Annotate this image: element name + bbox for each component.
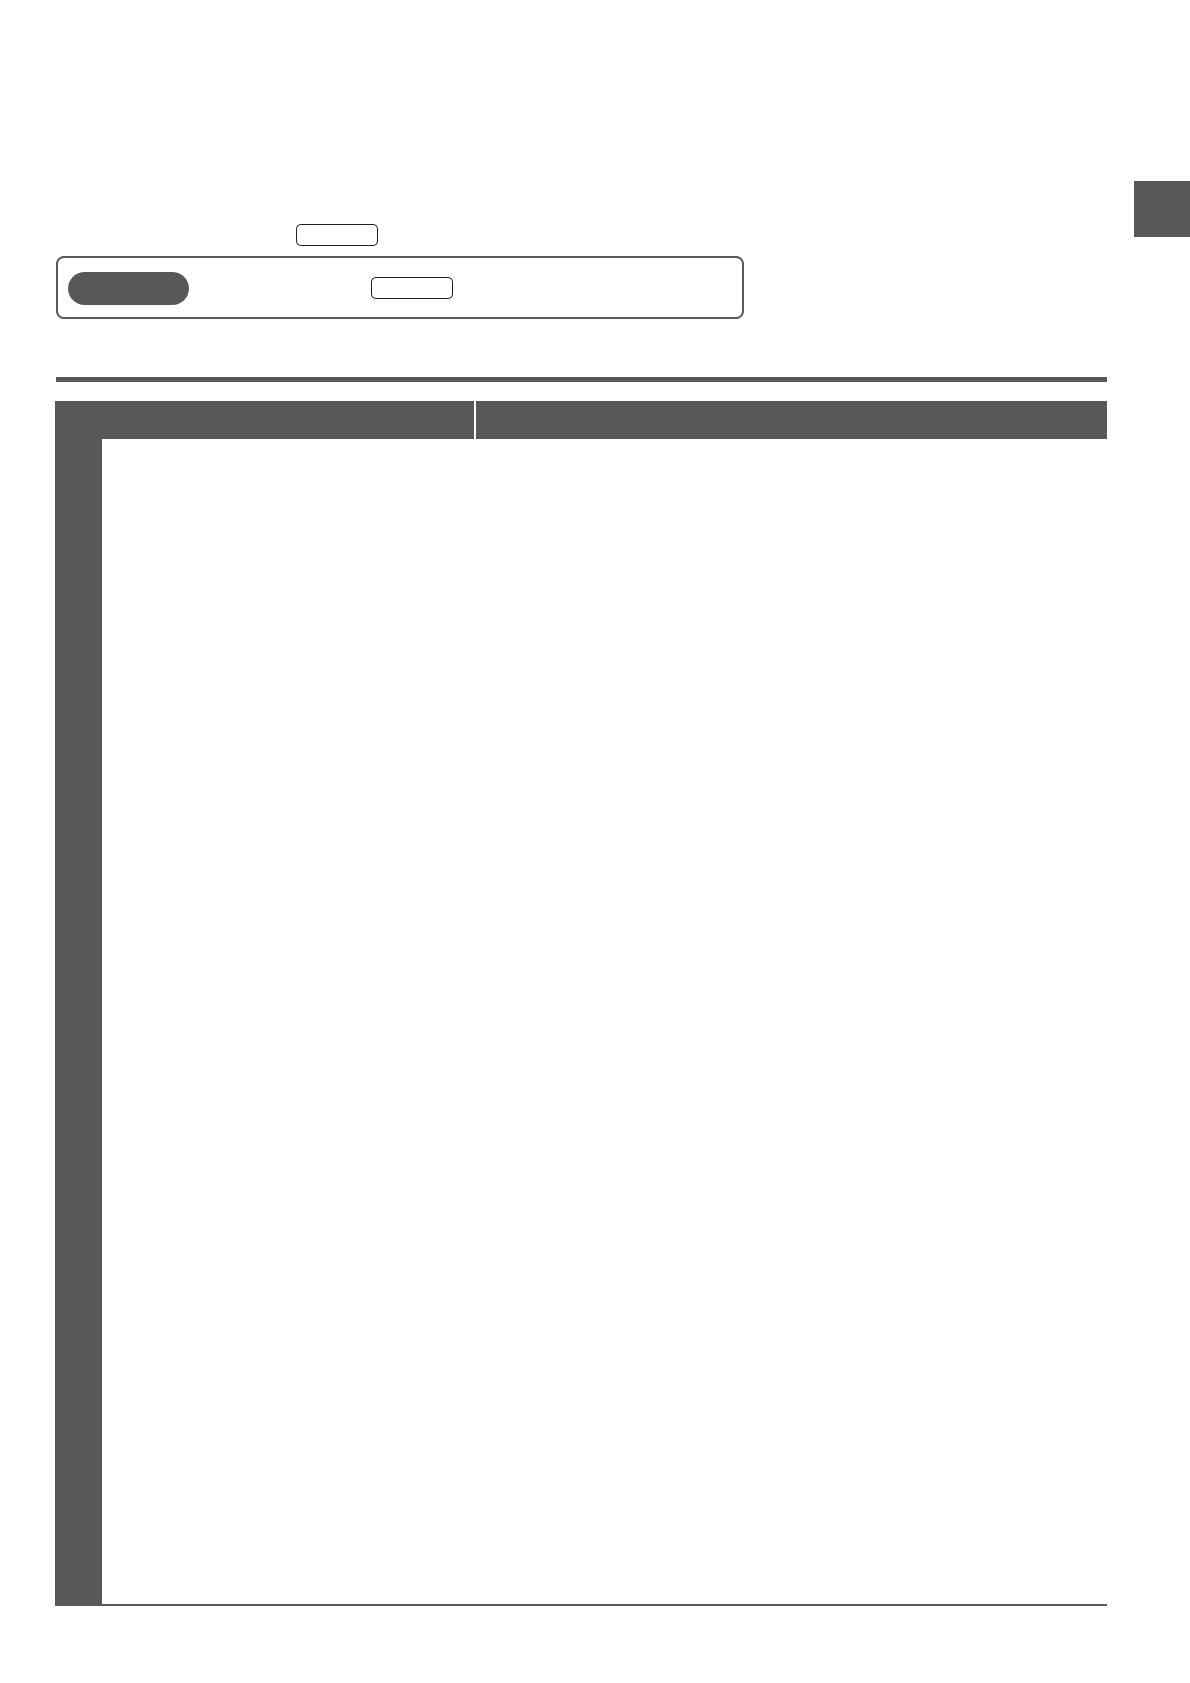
page-reference-box xyxy=(371,277,453,299)
side-tab-marker xyxy=(1134,181,1190,237)
table-bottom-border xyxy=(55,1604,1107,1606)
section-rule xyxy=(56,377,1107,382)
page-reference-box xyxy=(296,224,378,246)
table-header xyxy=(55,401,1107,439)
note-label-pill xyxy=(68,272,189,305)
category-column xyxy=(55,439,102,1606)
